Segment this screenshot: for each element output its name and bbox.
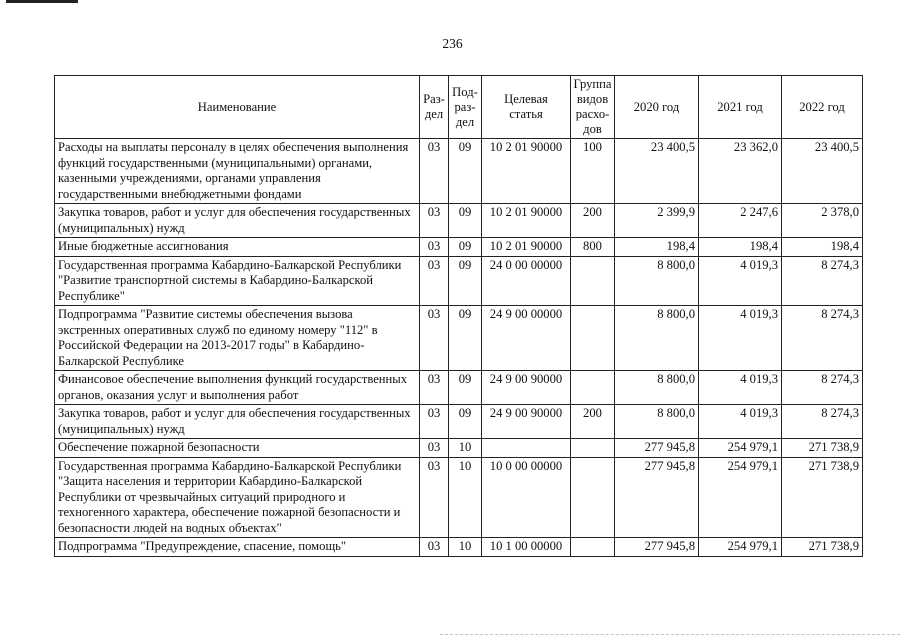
cell-name: Закупка товаров, работ и услуг для обеспечения государственных (муниципальных) нужд	[55, 405, 420, 439]
table-header-row	[55, 76, 863, 139]
cell-target: 10 2 01 90000	[482, 139, 571, 204]
cell-y2022: 271 738,9	[782, 439, 863, 458]
cell-y2020: 23 400,5	[615, 139, 699, 204]
cell-podrazdel: 09	[449, 204, 482, 238]
cell-podrazdel: 09	[449, 405, 482, 439]
cell-target: 24 9 00 90000	[482, 405, 571, 439]
top-edge-mark	[6, 0, 78, 3]
column-header-group: Группа видов расхо- дов	[571, 76, 615, 139]
cell-group: 800	[571, 238, 615, 257]
cell-y2022: 23 400,5	[782, 139, 863, 204]
cell-group: 200	[571, 405, 615, 439]
cell-name: Государственная программа Кабардино-Балкарской Республики "Развитие транспортной системы в Кабардино-Балкарской Республике"	[55, 256, 420, 306]
cell-target: 24 0 00 00000	[482, 256, 571, 306]
table-row	[55, 405, 863, 439]
cell-y2021: 4 019,3	[699, 405, 782, 439]
cell-group	[571, 306, 615, 371]
cell-group	[571, 439, 615, 458]
cell-y2020: 8 800,0	[615, 306, 699, 371]
cell-group	[571, 538, 615, 557]
cell-podrazdel: 09	[449, 139, 482, 204]
cell-razdel: 03	[420, 204, 449, 238]
cell-target: 24 9 00 00000	[482, 306, 571, 371]
column-header-razdel: Раз- дел	[420, 76, 449, 139]
cell-podrazdel: 09	[449, 238, 482, 257]
cell-y2022: 8 274,3	[782, 371, 863, 405]
table-row	[55, 238, 863, 257]
cell-name: Финансовое обеспечение выполнения функций государственных органов, оказания услуг и выполнения работ	[55, 371, 420, 405]
table-body	[55, 139, 863, 557]
cell-target: 10 2 01 90000	[482, 204, 571, 238]
cell-y2020: 277 945,8	[615, 457, 699, 538]
table-row	[55, 139, 863, 204]
table-row	[55, 204, 863, 238]
cell-y2022: 2 378,0	[782, 204, 863, 238]
cell-name: Подпрограмма "Предупреждение, спасение, помощь"	[55, 538, 420, 557]
table-row	[55, 457, 863, 538]
cell-razdel: 03	[420, 538, 449, 557]
column-header-2021: 2021 год	[699, 76, 782, 139]
column-header-2020: 2020 год	[615, 76, 699, 139]
table-row	[55, 371, 863, 405]
cell-y2021: 198,4	[699, 238, 782, 257]
table-row	[55, 256, 863, 306]
cell-target: 10 1 00 00000	[482, 538, 571, 557]
table-row	[55, 306, 863, 371]
cell-y2021: 4 019,3	[699, 306, 782, 371]
cell-y2022: 198,4	[782, 238, 863, 257]
cell-razdel: 03	[420, 238, 449, 257]
cell-y2021: 2 247,6	[699, 204, 782, 238]
column-header-target: Целевая статья	[482, 76, 571, 139]
cell-y2022: 271 738,9	[782, 457, 863, 538]
cell-razdel: 03	[420, 256, 449, 306]
cell-y2022: 8 274,3	[782, 256, 863, 306]
cell-y2021: 254 979,1	[699, 439, 782, 458]
cell-name: Расходы на выплаты персоналу в целях обеспечения выполнения функций государственными (муниципальными) органами, казенными учреждениями, органами управления государственными внебюджетными фондами	[55, 139, 420, 204]
column-header-name: Наименование	[55, 76, 420, 139]
cell-y2020: 277 945,8	[615, 538, 699, 557]
cell-name: Иные бюджетные ассигнования	[55, 238, 420, 257]
cell-y2021: 23 362,0	[699, 139, 782, 204]
cell-target	[482, 439, 571, 458]
cell-y2020: 8 800,0	[615, 371, 699, 405]
cell-razdel: 03	[420, 457, 449, 538]
cell-y2022: 8 274,3	[782, 306, 863, 371]
cell-name: Обеспечение пожарной безопасности	[55, 439, 420, 458]
cell-razdel: 03	[420, 405, 449, 439]
cell-y2021: 4 019,3	[699, 371, 782, 405]
cell-podrazdel: 10	[449, 457, 482, 538]
table-row	[55, 538, 863, 557]
cell-group: 200	[571, 204, 615, 238]
cell-target: 10 2 01 90000	[482, 238, 571, 257]
cell-y2022: 271 738,9	[782, 538, 863, 557]
cell-group	[571, 371, 615, 405]
cell-podrazdel: 10	[449, 439, 482, 458]
cell-y2020: 8 800,0	[615, 256, 699, 306]
cell-podrazdel: 10	[449, 538, 482, 557]
column-header-2022: 2022 год	[782, 76, 863, 139]
cell-name: Государственная программа Кабардино-Балкарской Республики "Защита населения и территории Кабардино-Балкарской Республики от чрезвычайных ситуаций природного и техногенного характера, обеспечение пожарной безопасности и безопасности людей на водных объектах"	[55, 457, 420, 538]
cell-razdel: 03	[420, 439, 449, 458]
cell-y2020: 2 399,9	[615, 204, 699, 238]
cell-y2020: 198,4	[615, 238, 699, 257]
table-row	[55, 439, 863, 458]
cell-group	[571, 457, 615, 538]
cell-y2020: 8 800,0	[615, 405, 699, 439]
cell-name: Закупка товаров, работ и услуг для обеспечения государственных (муниципальных) нужд	[55, 204, 420, 238]
cell-group	[571, 256, 615, 306]
cell-razdel: 03	[420, 306, 449, 371]
cell-podrazdel: 09	[449, 371, 482, 405]
cell-podrazdel: 09	[449, 306, 482, 371]
cell-razdel: 03	[420, 371, 449, 405]
page-number: 236	[442, 36, 463, 51]
cell-y2021: 254 979,1	[699, 538, 782, 557]
scan-edge-noise	[440, 634, 900, 637]
cell-group: 100	[571, 139, 615, 204]
cell-podrazdel: 09	[449, 256, 482, 306]
budget-table	[54, 75, 863, 557]
cell-y2021: 4 019,3	[699, 256, 782, 306]
cell-y2020: 277 945,8	[615, 439, 699, 458]
cell-target: 10 0 00 00000	[482, 457, 571, 538]
column-header-podrazdel: Под- раз- дел	[449, 76, 482, 139]
cell-razdel: 03	[420, 139, 449, 204]
cell-y2022: 8 274,3	[782, 405, 863, 439]
cell-y2021: 254 979,1	[699, 457, 782, 538]
cell-name: Подпрограмма "Развитие системы обеспечения вызова экстренных оперативных служб по единому номеру "112" в Российской Федерации на 2013-2017 годы" в Кабардино-Балкарской Республике	[55, 306, 420, 371]
cell-target: 24 9 00 90000	[482, 371, 571, 405]
